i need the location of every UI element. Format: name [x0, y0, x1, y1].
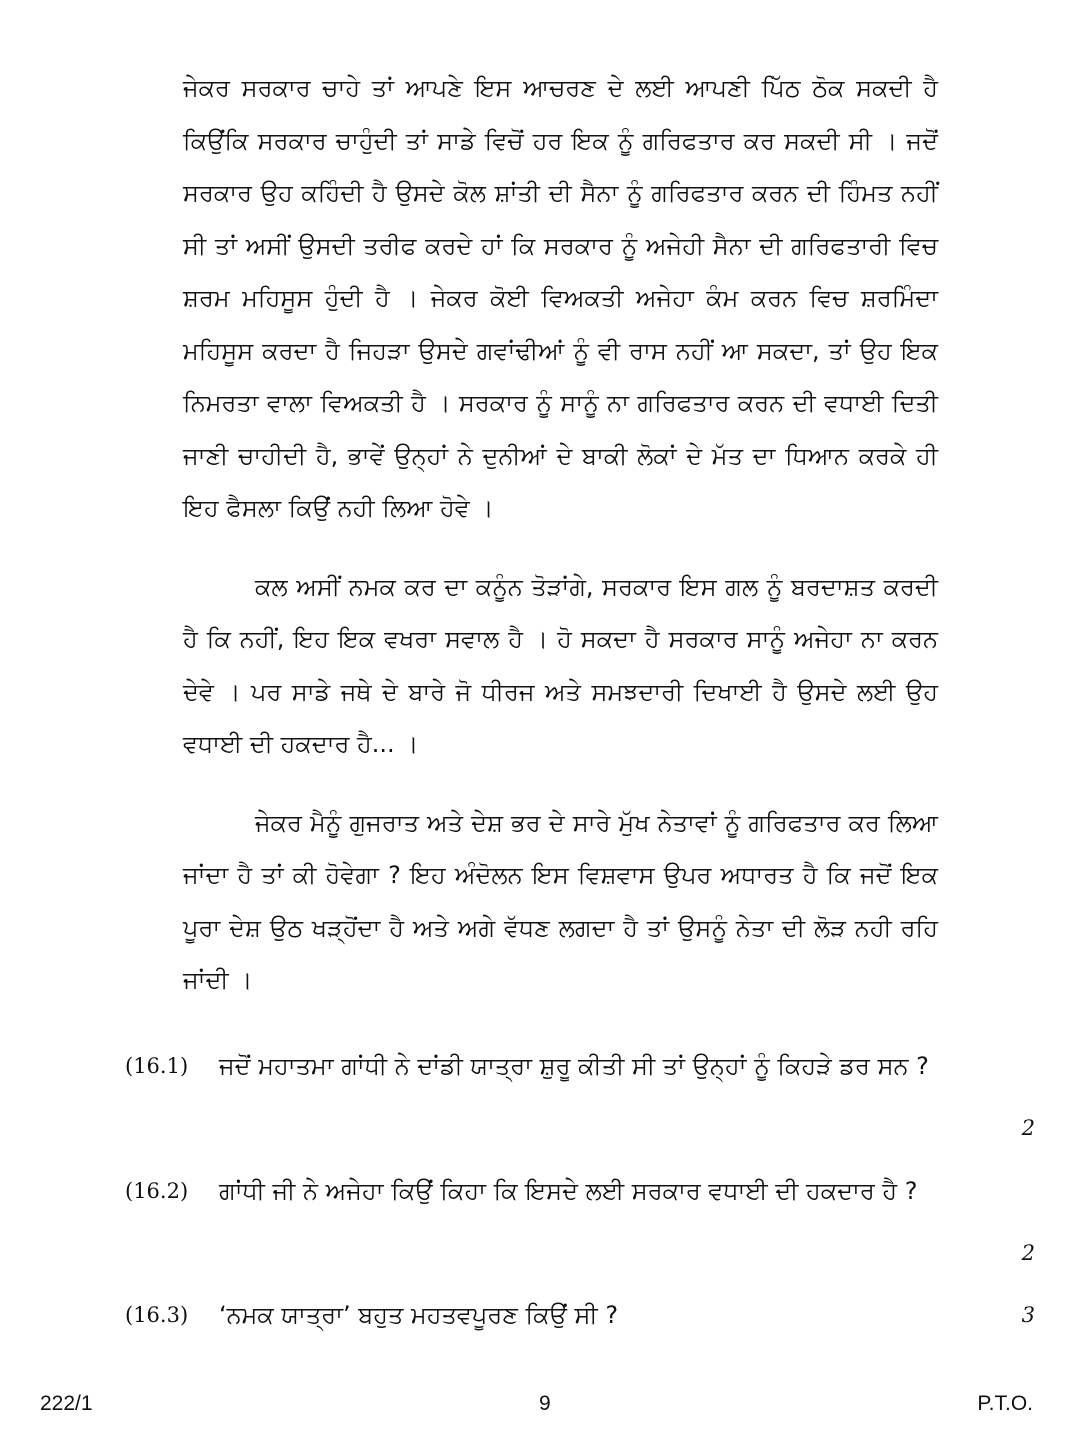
question-number: (16.2) [125, 1179, 189, 1203]
question-marks: 2 [1021, 1241, 1035, 1265]
question-number: (16.3) [125, 1303, 189, 1327]
question-marks: 3 [1021, 1303, 1035, 1327]
question-number: (16.1) [125, 1054, 189, 1078]
footer-paper-code: 222/1 [40, 1392, 93, 1415]
footer-page-number: 9 [539, 1392, 551, 1415]
passage-paragraph-2: ਕਲ ਅਸੀਂ ਨਮਕ ਕਰ ਦਾ ਕਨੂੰਨ ਤੋੜਾਂਗੇ, ਸਰਕਾਰ ਇਸ ਗਲ ਨੂੰ ਬਰਦਾਸ਼ਤ ਕਰਦੀ ਹੈ ਕਿ ਨਹੀਂ, ਇਹ ਇਕ ਵਖਰਾ ਸਵਾਲ ਹੈ । ਹੋ ਸਕਦਾ ਹੈ ਸਰਕਾਰ ਸਾਨੂੰ ਅਜੇਹਾ ਨਾ ਕਰਨ ਦੇਵੇ । ਪਰ ਸਾਡੇ ਜਥੇ ਦੇ ਬਾਰੇ ਜੋ ਧੀਰਜ ਅਤੇ ਸਮਝਦਾਰੀ ਦਿਖਾਈ ਹੈ ਉਸਦੇ ਲਈ ਉਹ ਵਧਾਈ ਦੀ ਹਕਦਾਰ ਹੈ... । [183, 572, 938, 758]
passage-paragraph-3: ਜੇਕਰ ਮੈਨੂੰ ਗੁਜਰਾਤ ਅਤੇ ਦੇਸ਼ ਭਰ ਦੇ ਸਾਰੇ ਮੁੱਖ ਨੇਤਾਵਾਂ ਨੂੰ ਗਰਿਫਤਾਰ ਕਰ ਲਿਆ ਜਾਂਦਾ ਹੈ ਤਾਂ ਕੀ ਹੋਵੇਗਾ ? ਇਹ ਅੰਦੋਲਨ ਇਸ ਵਿਸ਼ਵਾਸ ਉਪਰ ਅਧਾਰਤ ਹੈ ਕਿ ਜਦੋਂ ਇਕ ਪੂਰਾ ਦੇਸ਼ ਉਠ ਖੜ੍ਹੋਂਦਾ ਹੈ ਅਤੇ ਅਗੇ ਵੱਧਣ ਲਗਦਾ ਹੈ ਤਾਂ ਉਸਨੂੰ ਨੇਤਾ ਦੀ ਲੋੜ ਨਹੀ ਰਹਿ ਜਾਂਦੀ । [183, 808, 938, 994]
passage-paragraph-1: ਜੇਕਰ ਸਰਕਾਰ ਚਾਹੇ ਤਾਂ ਆਪਣੇ ਇਸ ਆਚਰਣ ਦੇ ਲਈ ਆਪਣੀ ਪਿੱਠ ਠੋਕ ਸਕਦੀ ਹੈ ਕਿਉਂਕਿ ਸਰਕਾਰ ਚਾਹੁੰਦੀ ਤਾਂ ਸਾਡੇ ਵਿਚੋਂ ਹਰ ਇਕ ਨੂੰ ਗਰਿਫਤਾਰ ਕਰ ਸਕਦੀ ਸੀ । ਜਦੋਂ ਸਰਕਾਰ ਉਹ ਕਹਿੰਦੀ ਹੈ ਉਸਦੇ ਕੋਲ ਸ਼ਾਂਤੀ ਦੀ ਸੈਨਾ ਨੂੰ ਗਰਿਫਤਾਰ ਕਰਨ ਦੀ ਹਿੰਮਤ ਨਹੀਂ ਸੀ ਤਾਂ ਅਸੀਂ ਉਸਦੀ ਤਰੀਫ ਕਰਦੇ ਹਾਂ ਕਿ ਸਰਕਾਰ ਨੂੰ ਅਜੇਹੀ ਸੈਨਾ ਦੀ ਗਰਿਫਤਾਰੀ ਵਿਚ ਸ਼ਰਮ ਮਹਿਸੂਸ ਹੁੰਦੀ ਹੈ । ਜੇਕਰ ਕੋਈ ਵਿਅਕਤੀ ਅਜੇਹਾ ਕੰਮ ਕਰਨ ਵਿਚ ਸ਼ਰਮਿੰਦਾ ਮਹਿਸੂਸ ਕਰਦਾ ਹੈ ਜਿਹੜਾ ਉਸਦੇ ਗਵਾਂਢੀਆਂ ਨੂੰ ਵੀ ਰਾਸ ਨਹੀਂ ਆ ਸਕਦਾ, ਤਾਂ ਉਹ ਇਕ ਨਿਮਰਤਾ ਵਾਲਾ ਵਿਅਕਤੀ ਹੈ । ਸਰਕਾਰ ਨੂੰ ਸਾਨੂੰ ਨਾ ਗਰਿਫਤਾਰ ਕਰਨ ਦੀ ਵਧਾਈ ਦਿਤੀ ਜਾਣੀ ਚਾਹੀਦੀ ਹੈ, ਭਾਵੇਂ ਉਨ੍ਹਾਂ ਨੇ ਦੁਨੀਆਂ ਦੇ ਬਾਕੀ ਲੋਕਾਂ ਦੇ ਮੱਤ ਦਾ ਧਿਆਨ ਕਰਕੇ ਹੀ ਇਹ ਫੈਸਲਾ ਕਿਉਂ ਨਹੀ ਲਿਆ ਹੋਵੇ । [183, 74, 938, 522]
question-text: ਜਦੋਂ ਮਹਾਤਮਾ ਗਾਂਧੀ ਨੇ ਦਾਂਡੀ ਯਾਤ੍ਰਾ ਸ਼ੁਰੂ ਕੀਤੀ ਸੀ ਤਾਂ ਉਨ੍ਹਾਂ ਨੂੰ ਕਿਹੜੇ ਡਰ ਸਨ ? [219, 1052, 929, 1080]
question-text: ‘ਨਮਕ ਯਾਤ੍ਰਾ’ ਬਹੁਤ ਮਹਤਵਪੂਰਣ ਕਿਉਂ ਸੀ ? [219, 1301, 619, 1329]
question-text: ਗਾਂਧੀ ਜੀ ਨੇ ਅਜੇਹਾ ਕਿਉਂ ਕਿਹਾ ਕਿ ਇਸਦੇ ਲਈ ਸਰਕਾਰ ਵਧਾਈ ਦੀ ਹਕਦਾਰ ਹੈ ? [219, 1177, 918, 1205]
footer-pto: P.T.O. [977, 1392, 1033, 1415]
passage [183, 62, 938, 1007]
question-marks: 2 [1021, 1116, 1035, 1140]
